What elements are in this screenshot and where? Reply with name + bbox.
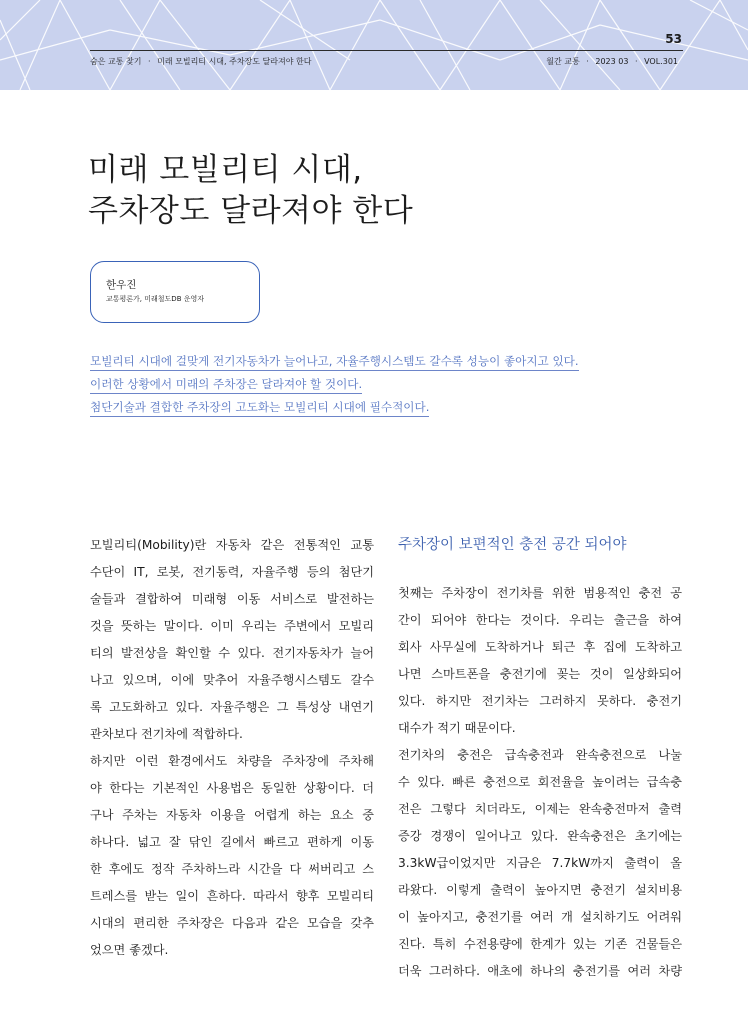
author-box xyxy=(90,261,260,323)
author-name: 한우진 xyxy=(106,279,137,291)
section-heading: 주차장이 보편적인 충전 공간 되어야 xyxy=(398,537,627,553)
summary-text: 모빌리티 시대에 걸맞게 전기자동차가 늘어나고, 자율주행시스템도 갈수록 성능이 좋아지고 있다. xyxy=(90,354,579,371)
body-line: 록 고도화하고 있다. 자율주행은 그 특성상 내연기 xyxy=(90,700,374,714)
body-line: 티의 발전상을 확인할 수 있다. 전기자동차가 늘어 xyxy=(90,646,374,660)
body-line: 트레스를 받는 일이 흔하다. 따라서 향후 모빌리티 xyxy=(90,889,374,903)
header-separator: · xyxy=(586,57,589,66)
body-line: 시대의 편리한 주차장은 다음과 같은 모습을 갖추 xyxy=(90,916,374,930)
body-line: 술들과 결합하여 미래형 이동 서비스로 발전하는 xyxy=(90,592,374,606)
body-line: 관차보다 전기차에 적합하다. xyxy=(90,727,243,741)
summary-line xyxy=(90,375,579,398)
summary-line xyxy=(90,398,579,421)
header-banner xyxy=(0,0,748,90)
body-line: 수 있다. 빠른 충전으로 회전율을 높이려는 급속충 xyxy=(398,775,682,789)
article-summary xyxy=(90,352,579,421)
running-header-left xyxy=(90,56,315,67)
body-line: 라왔다. 이렇게 출력이 높아지면 충전기 설치비용 xyxy=(398,883,682,897)
body-line: 것을 뜻하는 말이다. 이미 우리는 주변에서 모빌리 xyxy=(90,619,374,633)
header-separator: · xyxy=(635,57,638,66)
header-volume: VOL.301 xyxy=(644,57,678,66)
body-column-right xyxy=(398,580,682,985)
header-magazine: 월간 교통 xyxy=(546,57,580,66)
header-section: 숨은 교통 찾기 xyxy=(90,57,142,66)
body-line: 이 높아지고, 충전기를 여러 개 설치하기도 어려워 xyxy=(398,910,682,924)
summary-text: 이러한 상황에서 미래의 주차장은 달라져야 할 것이다. xyxy=(90,377,362,394)
body-column-left xyxy=(90,532,374,964)
header-rule xyxy=(90,50,683,51)
body-line: 하지만 이런 환경에서도 차량을 주차장에 주차해 xyxy=(90,754,374,768)
header-separator: · xyxy=(148,57,151,66)
body-line: 증강 경쟁이 일어나고 있다. 완속충전은 초기에는 xyxy=(398,829,682,843)
body-line: 전기차의 충전은 급속충전과 완속충전으로 나눌 xyxy=(398,748,682,762)
header-issue: 2023 03 xyxy=(595,57,629,66)
header-article: 미래 모빌리티 시대, 주차장도 달라져야 한다 xyxy=(157,57,312,66)
body-line: 더욱 그러하다. 애초에 하나의 충전기를 여러 차량 xyxy=(398,964,682,978)
body-line: 나면 스마트폰을 충전기에 꽂는 것이 일상화되어 xyxy=(398,667,682,681)
author-role: 교통평론가, 미래철도DB 운영자 xyxy=(106,295,205,303)
body-line: 진다. 특히 수전용량에 한계가 있는 기존 건물들은 xyxy=(398,937,682,951)
body-line: 나고 있으며, 이에 맞추어 자율주행시스템도 갈수 xyxy=(90,673,374,687)
body-line: 야 한다는 기본적인 사용법은 동일한 상황이다. 더 xyxy=(90,781,374,795)
body-line: 모빌리티(Mobility)란 자동차 같은 전통적인 교통 xyxy=(90,538,374,552)
body-line: 었으면 좋겠다. xyxy=(90,943,169,957)
body-line: 하나다. 넓고 잘 닦인 길에서 빠르고 편하게 이동 xyxy=(90,835,374,849)
body-line: 간이 되어야 한다는 것이다. 우리는 출근을 하여 xyxy=(398,613,682,627)
running-header-right xyxy=(546,56,682,67)
page-number: 53 xyxy=(665,32,682,46)
body-line: 구나 주차는 자동차 이용을 어렵게 하는 요소 중 xyxy=(90,808,374,822)
body-line: 회사 사무실에 도착하거나 퇴근 후 집에 도착하고 xyxy=(398,640,682,654)
body-line: 있다. 하지만 전기차는 그러하지 못하다. 충전기 xyxy=(398,694,682,708)
title-line-1: 미래 모빌리티 시대, xyxy=(88,152,363,188)
summary-line xyxy=(90,352,579,375)
body-line: 3.3kW급이었지만 지금은 7.7kW까지 출력이 올 xyxy=(398,856,682,870)
body-line: 첫째는 주차장이 전기차를 위한 범용적인 충전 공 xyxy=(398,586,682,600)
title-line-2: 주차장도 달라져야 한다 xyxy=(88,193,414,229)
body-line: 한 후에도 정작 주차하느라 시간을 다 써버리고 스 xyxy=(90,862,374,876)
banner-pattern xyxy=(0,0,748,90)
body-line: 수단이 IT, 로봇, 전기동력, 자율주행 등의 첨단기 xyxy=(90,565,374,579)
summary-text: 첨단기술과 결합한 주차장의 고도화는 모빌리티 시대에 필수적이다. xyxy=(90,400,429,417)
article-title xyxy=(88,150,413,232)
body-line: 대수가 적기 때문이다. xyxy=(398,721,516,735)
body-line: 전은 그렇다 치더라도, 이제는 완속충전마저 출력 xyxy=(398,802,682,816)
